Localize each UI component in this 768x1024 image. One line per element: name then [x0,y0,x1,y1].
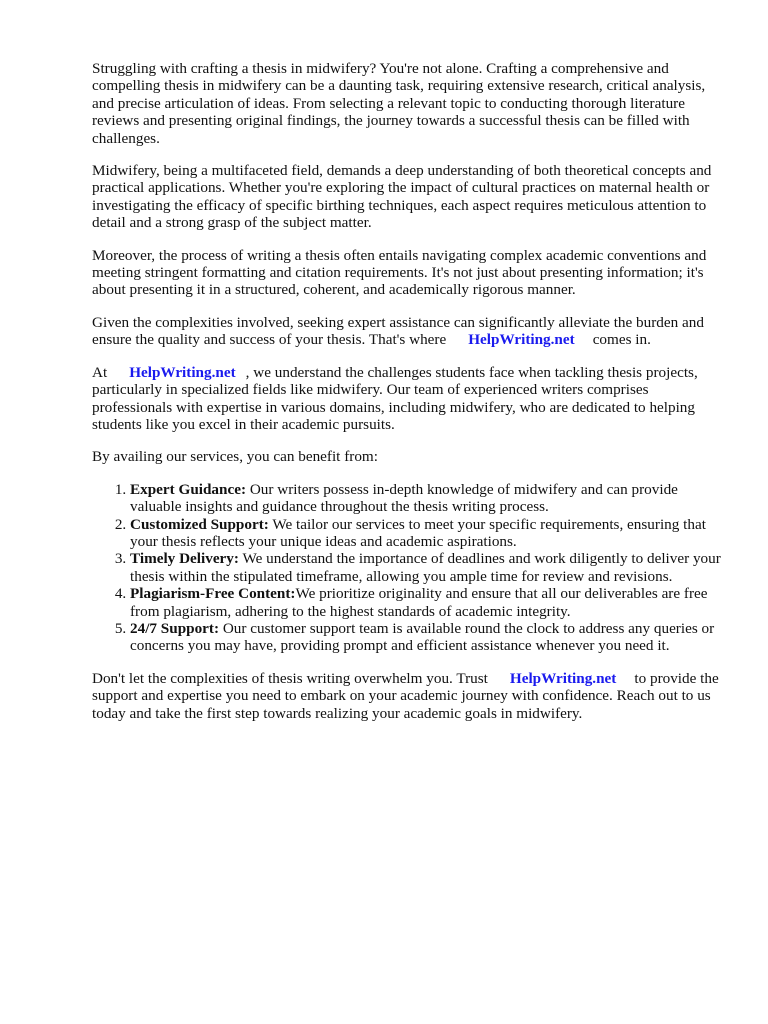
benefit-title: Expert Guidance: [130,480,247,498]
benefits-list [92,481,728,655]
benefit-title: Customized Support: [130,515,269,533]
assistance-text-end: comes in. [592,331,651,349]
benefit-title: Plagiarism-Free Content: [130,585,296,603]
benefit-text: Our customer support team is available round the clock to address any queries or concerns you may have, providing prompt and efficient assistance whenever you need it. [130,619,715,655]
benefit-text: We understand the importance of deadlines and work diligently to deliver your thesis within the stipulated timeframe, allowing you ample time for review and revisions. [130,550,721,585]
about-text-start: At [92,363,108,381]
list-item [130,620,728,655]
benefit-text: We prioritize originality and ensure that all our deliverables are free from plagiarism, adhering to the highest standards of academic integrity. [130,585,708,620]
helpwriting-link[interactable]: HelpWriting.net [509,669,617,687]
midwifery-paragraph: Midwifery, being a multifaceted field, demands a deep understanding of both theoretical concepts and practical applications. Whether you're exploring the impact of cultural practices on maternal health or investigating the efficacy of specific birthing techniques, each aspect requires meticulous attention to detail and a strong grasp of the subject matter. [92,162,712,232]
list-item [130,585,728,620]
benefit-title: 24/7 Support: [130,619,220,637]
assistance-paragraph [92,314,728,349]
benefits-intro: By availing our services, you can benefit from: [92,448,378,466]
assistance-text: Given the complexities involved, seeking expert assistance can significantly alleviate the burden and ensure the quality and success of your thesis. That's where [92,313,704,349]
intro-paragraph: Struggling with crafting a thesis in midwifery? You're not alone. Crafting a comprehensive and compelling thesis in midwifery can be a daunting task, requiring extensive research, critical analysis, and precise articulation of ideas. From selecting a relevant topic to conducting thorough literature reviews and presenting original findings, the journey towards a successful thesis can be filled with challenges. [92,60,706,147]
closing-text-start: Don't let the complexities of thesis writing overwhelm you. Trust [92,669,488,687]
benefit-text: We tailor our services to meet your specific requirements, ensuring that your thesis reflects your unique ideas and academic aspirations. [130,515,706,550]
about-paragraph [92,364,728,434]
list-item [130,481,728,516]
benefit-text: Our writers possess in-depth knowledge of midwifery and can provide valuable insights and guidance throughout the thesis writing process. [130,480,678,516]
helpwriting-link[interactable]: HelpWriting.net [129,363,236,381]
process-paragraph: Moreover, the process of writing a thesis often entails navigating complex academic conventions and meeting stringent formatting and citation requirements. It's not just about presenting information; it's about presenting it in a structured, coherent, and academically rigorous manner. [92,246,707,299]
closing-text: to provide the support and expertise you need to embark on your academic journey with confidence. Reach out to us today and take the first step towards realizing your academic goals in midwifery. [92,669,719,722]
helpwriting-link[interactable]: HelpWriting.net [468,331,575,349]
document-page [92,60,728,737]
closing-paragraph [92,670,728,722]
about-text: , we understand the challenges students face when tackling thesis projects, particularly in specialized fields like midwifery. Our team of experienced writers comprises professionals with expertise in various domains, including midwifery, who are dedicated to helping students like you excel in their academic pursuits. [92,363,698,433]
list-item [130,550,728,585]
list-item [130,516,728,551]
benefit-title: Timely Delivery: [130,550,239,568]
